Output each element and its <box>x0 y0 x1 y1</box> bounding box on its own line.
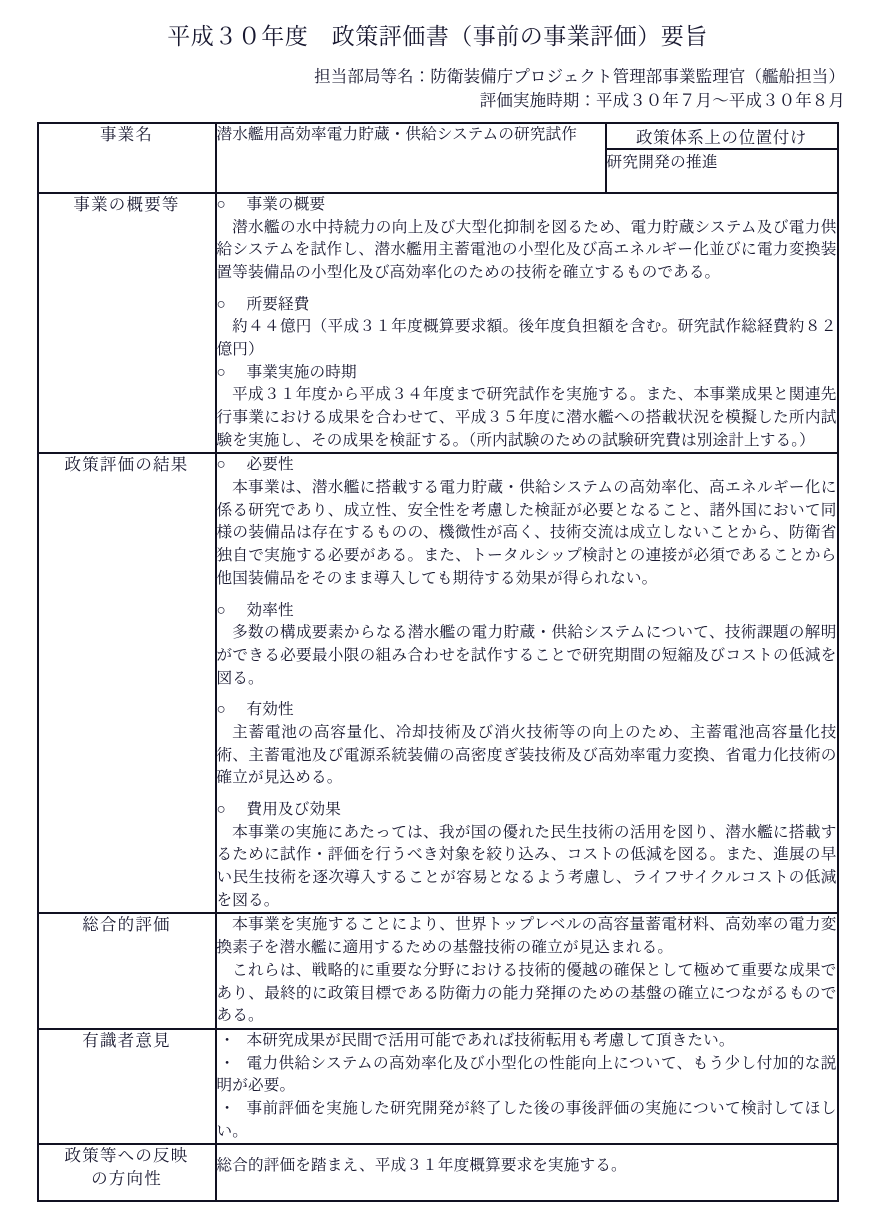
circle-marker-icon: ○ <box>216 601 226 619</box>
evaluation-item-body: 本事業の実施にあたっては、我が国の優れた民生技術の活用を図り、潜水艦に搭載するために試作・評価を行うべき対象を絞り込み、コストの低減を図る。また、進展の早い民生技術を逐次導入することが容易となるよう考慮し、ライフサイクルコストの低減を図る。 <box>216 823 837 909</box>
evaluation-item-head <box>217 699 837 722</box>
page-title: 平成３０年度 政策評価書（事前の事業評価）要旨 <box>167 24 708 49</box>
circle-marker-icon: ○ <box>216 701 226 719</box>
expert-opinion-head <box>217 1098 837 1143</box>
bullet-marker-icon: ・ <box>219 1099 235 1117</box>
evaluation-table <box>37 122 839 1202</box>
evaluation-item-body: 主蓄電池の高容量化、冷却技術及び消火技術等の向上のため、主蓄電池高容量化技術、主蓄電池及び電源系統装備の高密度ぎ装技術及び高効率電力変換、省電力化技術の確立が見込める。 <box>216 723 837 787</box>
comprehensive-paragraph: これらは、戦略的に重要な分野における技術的優越の確保として極めて重要な成果であり、最終的に政策目標である防衛力の能力発揮のための基盤の確立につながるものである。 <box>216 961 837 1025</box>
row-label-evaluation-result: 政策評価の結果 <box>38 453 216 913</box>
overview-item <box>217 294 837 362</box>
evaluation-item-body: 多数の構成要素からなる潜水艦の電力貯蔵・供給システムについて、技術課題の解明ができる必要最小限の組み合わせを試作することで研究期間の短縮及びコストの低減を図る。 <box>216 624 837 687</box>
table-row-evaluation-result <box>38 453 838 913</box>
cell-comprehensive-evaluation-content <box>216 913 838 1028</box>
expert-opinion-text: 本研究成果が民間で活用可能であれば技術転用も考慮して頂きたい。 <box>246 1031 735 1049</box>
policy-reflection-text: 総合的評価を踏まえ、平成３１年度概算要求を実施する。 <box>216 1157 627 1175</box>
cell-evaluation-result-content <box>216 453 838 913</box>
overview-item-title: 事業の概要 <box>246 195 326 213</box>
overview-item-title: 事業実施の時期 <box>246 363 357 381</box>
table-row-project-name <box>38 123 838 149</box>
cell-project-name-value: 潜水艦用高効率電力貯蔵・供給システムの研究試作 <box>216 123 606 193</box>
evaluation-item-title: 必要性 <box>246 456 294 474</box>
table-row-comprehensive-evaluation <box>38 913 838 1028</box>
evaluation-item-head <box>217 799 837 822</box>
expert-opinion-item <box>217 1030 837 1053</box>
expert-opinion-text: 事前評価を実施した研究開発が終了した後の事後評価の実施について検討してほしい。 <box>216 1099 837 1140</box>
row-label-project-name: 事業名 <box>38 123 216 193</box>
evaluation-item-body: 本事業は、潜水艦に搭載する電力貯蔵・供給システムの高効率化、高エネルギー化に係る研究であり、成立性、安全性を考慮した検証が必要となること、諸外国において同様の装備品は存在するものの、機微性が高く、技術交流は成立しないことから、防衛省独自で実施する必要がある。また、トータルシップ検討との連接が必須であることから他国装備品をそのまま導入しても期待する効果が得られない。 <box>216 479 837 587</box>
cell-policy-position-header: 政策体系上の位置付け <box>606 123 838 149</box>
overview-item-head <box>217 194 837 217</box>
cell-policy-reflection-content <box>216 1144 838 1201</box>
cell-expert-opinions-content <box>216 1029 838 1144</box>
overview-item-head <box>217 362 837 385</box>
row-label-comprehensive-evaluation: 総合的評価 <box>38 913 216 1028</box>
evaluation-item <box>217 799 837 912</box>
overview-item-title: 所要経費 <box>246 295 310 313</box>
overview-item-head <box>217 294 837 317</box>
cell-overview-content <box>216 193 838 454</box>
circle-marker-icon: ○ <box>216 195 226 213</box>
meta-period: 評価実施時期：平成３０年７月～平成３０年８月 <box>479 90 845 110</box>
expert-opinion-item <box>217 1098 837 1143</box>
overview-item-body: 約４４億円（平成３１年度概算要求額。後年度負担額を含む。研究試作総経費約８２億円） <box>216 318 837 358</box>
circle-marker-icon: ○ <box>216 363 226 381</box>
evaluation-item-title: 費用及び効果 <box>246 801 341 819</box>
evaluation-item <box>217 600 837 691</box>
evaluation-item-title: 有効性 <box>246 701 294 719</box>
comprehensive-paragraph: 本事業を実施することにより、世界トップレベルの高容量蓄電材料、高効率の電力変換素子を潜水艦に適用するための基盤技術の確立が見込まれる。 <box>216 916 837 957</box>
expert-opinion-text: 電力供給システムの高効率化及び小型化の性能向上について、もう少し付加的な説明が必要。 <box>216 1054 837 1095</box>
table-row-policy-reflection <box>38 1144 838 1201</box>
overview-item-body: 平成３１年度から平成３４年度まで研究試作を実施する。また、本事業成果と関連先行事業における成果を合わせて、平成３５年度に潜水艦への搭載状況を模擬した所内試験を実施し、その成果を検証する。（所内試験のための試験研究費は別途計上する。） <box>216 386 837 449</box>
expert-opinion-head <box>217 1030 837 1053</box>
row-label-policy-reflection: 政策等への反映 の方向性 <box>38 1144 216 1201</box>
overview-item-body: 潜水艦の水中持続力の向上及び大型化抑制を図るため、電力貯蔵システム及び電力供給システムを試作し、潜水艦用主蓄電池の小型化及び高エネルギー化並びに電力変換装置等装備品の小型化及び高効率化のための技術を確立するものである。 <box>216 218 837 281</box>
bullet-marker-icon: ・ <box>219 1054 235 1072</box>
overview-item <box>217 362 837 453</box>
evaluation-item-head <box>217 454 837 477</box>
expert-opinion-head <box>217 1053 837 1098</box>
circle-marker-icon: ○ <box>216 295 226 313</box>
meta-department: 担当部局等名：防衛装備庁プロジェクト管理部事業監理官（艦船担当） <box>314 67 845 86</box>
bullet-marker-icon: ・ <box>219 1031 235 1049</box>
evaluation-item <box>217 699 837 790</box>
evaluation-item-title: 効率性 <box>246 601 294 619</box>
circle-marker-icon: ○ <box>216 801 226 819</box>
cell-policy-position-value: 研究開発の推進 <box>606 149 838 193</box>
table-row-expert-opinions <box>38 1029 838 1144</box>
row-label-overview: 事業の概要等 <box>38 193 216 454</box>
evaluation-item-head <box>217 600 837 623</box>
circle-marker-icon: ○ <box>216 456 226 474</box>
overview-item <box>217 194 837 285</box>
document-meta <box>0 65 875 113</box>
expert-opinion-item <box>217 1053 837 1098</box>
table-row-overview <box>38 193 838 454</box>
row-label-expert-opinions: 有識者意見 <box>38 1029 216 1144</box>
evaluation-item <box>217 454 837 590</box>
